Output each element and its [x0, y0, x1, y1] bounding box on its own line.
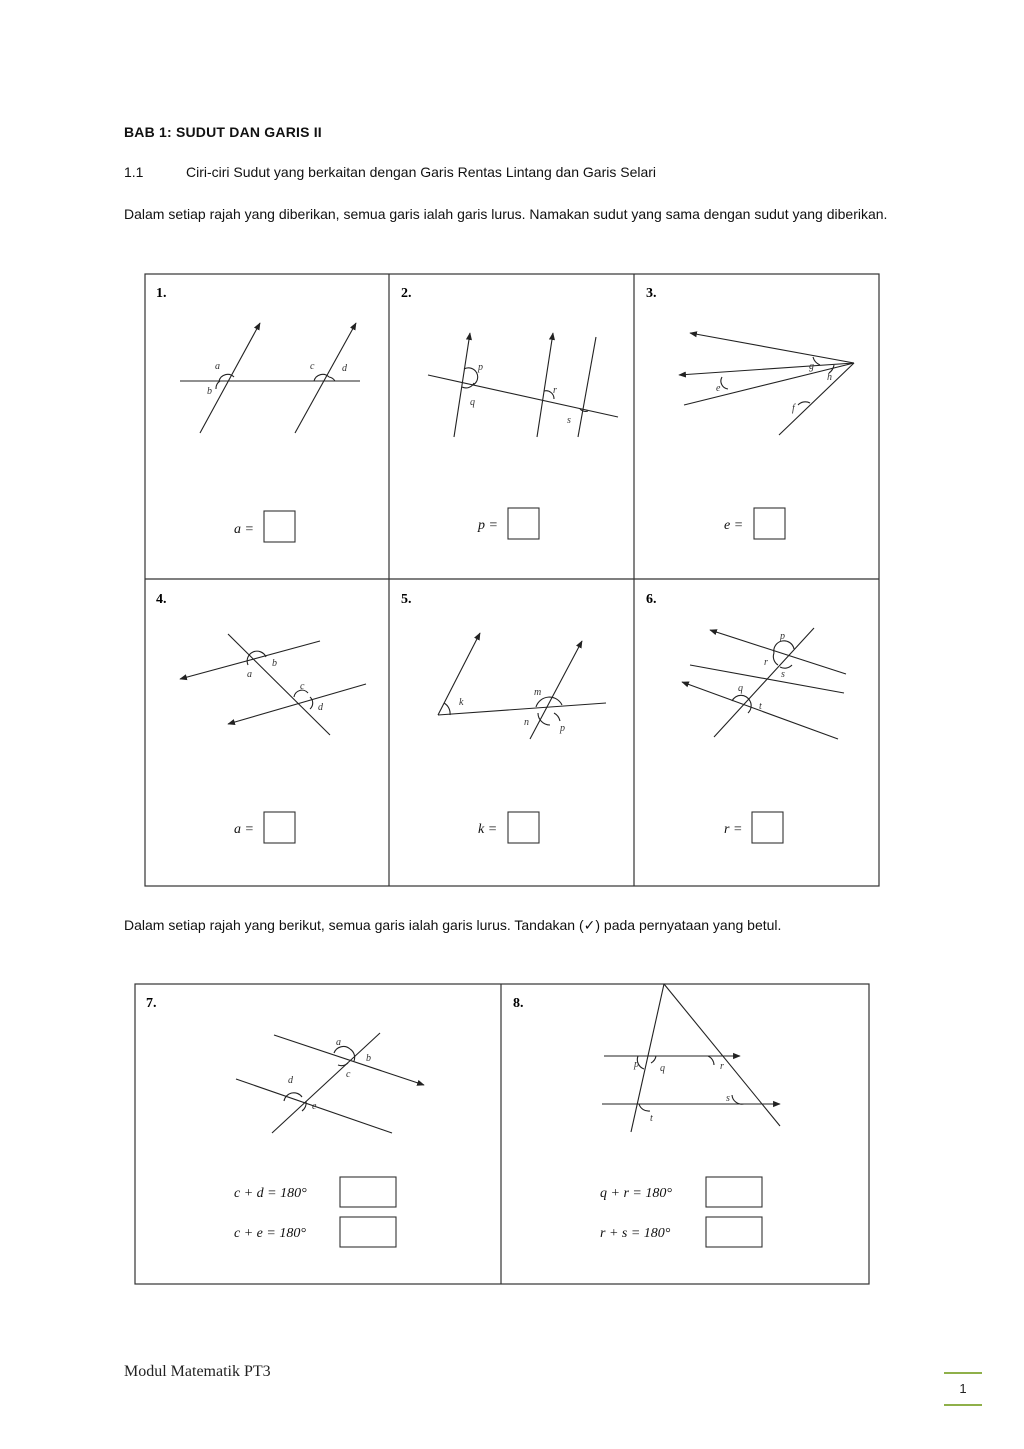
answer-box[interactable]	[264, 511, 295, 542]
instruction-1: Dalam setiap rajah yang diberikan, semua garis ialah garis lurus. Namakan sudut yang sama dengan sudut yang diberikan.	[124, 206, 888, 222]
angle-label: b	[366, 1053, 371, 1064]
answer-label: e =	[724, 518, 744, 533]
tick-box[interactable]	[340, 1217, 396, 1247]
tick-box[interactable]	[706, 1177, 762, 1207]
question-7	[146, 996, 424, 1247]
angle-label: s	[726, 1093, 730, 1104]
angle-label: p	[478, 362, 483, 373]
answer-box[interactable]	[754, 508, 785, 539]
angle-label: q	[660, 1063, 665, 1074]
angle-label: t	[650, 1113, 653, 1124]
angle-label: e	[716, 383, 721, 394]
angle-label: f	[792, 403, 795, 414]
statement: r + s = 180°	[600, 1226, 671, 1241]
question-6	[646, 592, 846, 843]
question-4	[156, 592, 366, 843]
angle-label: a	[247, 669, 252, 680]
section-number: 1.1	[124, 164, 144, 180]
angle-label: n	[524, 717, 529, 728]
angle-label: d	[342, 363, 347, 374]
question-number: 8.	[513, 996, 524, 1011]
angle-label: p	[634, 1059, 639, 1070]
angle-label: h	[827, 372, 832, 383]
answer-label: r =	[724, 822, 743, 837]
answer-label: p =	[478, 518, 498, 533]
angle-label: k	[459, 697, 464, 708]
question-number: 7.	[146, 996, 157, 1011]
angle-label: r	[553, 385, 557, 396]
angle-label: s	[567, 415, 571, 426]
answer-label: a =	[234, 822, 254, 837]
angle-label: c	[300, 681, 305, 692]
question-2	[401, 286, 618, 539]
question-number: 1.	[156, 286, 167, 301]
angle-label: p	[780, 631, 785, 642]
angle-label: g	[809, 361, 814, 372]
angle-label: a	[336, 1037, 341, 1048]
angle-label: e	[312, 1101, 317, 1112]
question-number: 5.	[401, 592, 412, 607]
question-number: 4.	[156, 592, 167, 607]
angle-label: a	[215, 361, 220, 372]
answer-box[interactable]	[264, 812, 295, 843]
angle-label: q	[738, 683, 743, 694]
angle-label: r	[720, 1061, 724, 1072]
statement: q + r = 180°	[600, 1186, 672, 1201]
section-title: Ciri-ciri Sudut yang berkaitan dengan Garis Rentas Lintang dan Garis Selari	[186, 164, 657, 180]
question-number: 2.	[401, 286, 412, 301]
tick-box[interactable]	[340, 1177, 396, 1207]
angle-label: p	[560, 723, 565, 734]
angle-label: b	[207, 386, 212, 397]
angle-label: d	[318, 702, 323, 713]
angle-label: r	[764, 657, 768, 668]
question-grid	[144, 273, 880, 887]
page-number: 1	[944, 1372, 982, 1406]
angle-label: b	[272, 658, 277, 669]
footer-title: Modul Matematik PT3	[124, 1363, 271, 1380]
angle-label: s	[781, 669, 785, 680]
question-5	[401, 592, 606, 843]
answer-box[interactable]	[508, 812, 539, 843]
instruction-2: Dalam setiap rajah yang berikut, semua garis ialah garis lurus. Tandakan (✓) pada pernyataan yang betul.	[124, 917, 782, 933]
answer-label: k =	[478, 822, 498, 837]
chapter-title: BAB 1: SUDUT DAN GARIS II	[124, 124, 322, 140]
answer-box[interactable]	[752, 812, 783, 843]
angle-label: c	[346, 1069, 351, 1080]
question-1	[156, 286, 360, 542]
statement: c + d = 180°	[234, 1186, 307, 1201]
angle-label: q	[470, 397, 475, 408]
question-number: 6.	[646, 592, 657, 607]
statement: c + e = 180°	[234, 1226, 306, 1241]
answer-label: a =	[234, 522, 254, 537]
question-8	[513, 984, 780, 1247]
tick-box[interactable]	[706, 1217, 762, 1247]
angle-label: m	[534, 687, 542, 698]
statement-grid	[134, 983, 870, 1285]
angle-label: t	[759, 701, 762, 712]
answer-box[interactable]	[508, 508, 539, 539]
section-heading	[124, 164, 656, 180]
angle-label: c	[310, 361, 315, 372]
question-3	[646, 286, 854, 539]
angle-label: d	[288, 1075, 293, 1086]
question-number: 3.	[646, 286, 657, 301]
